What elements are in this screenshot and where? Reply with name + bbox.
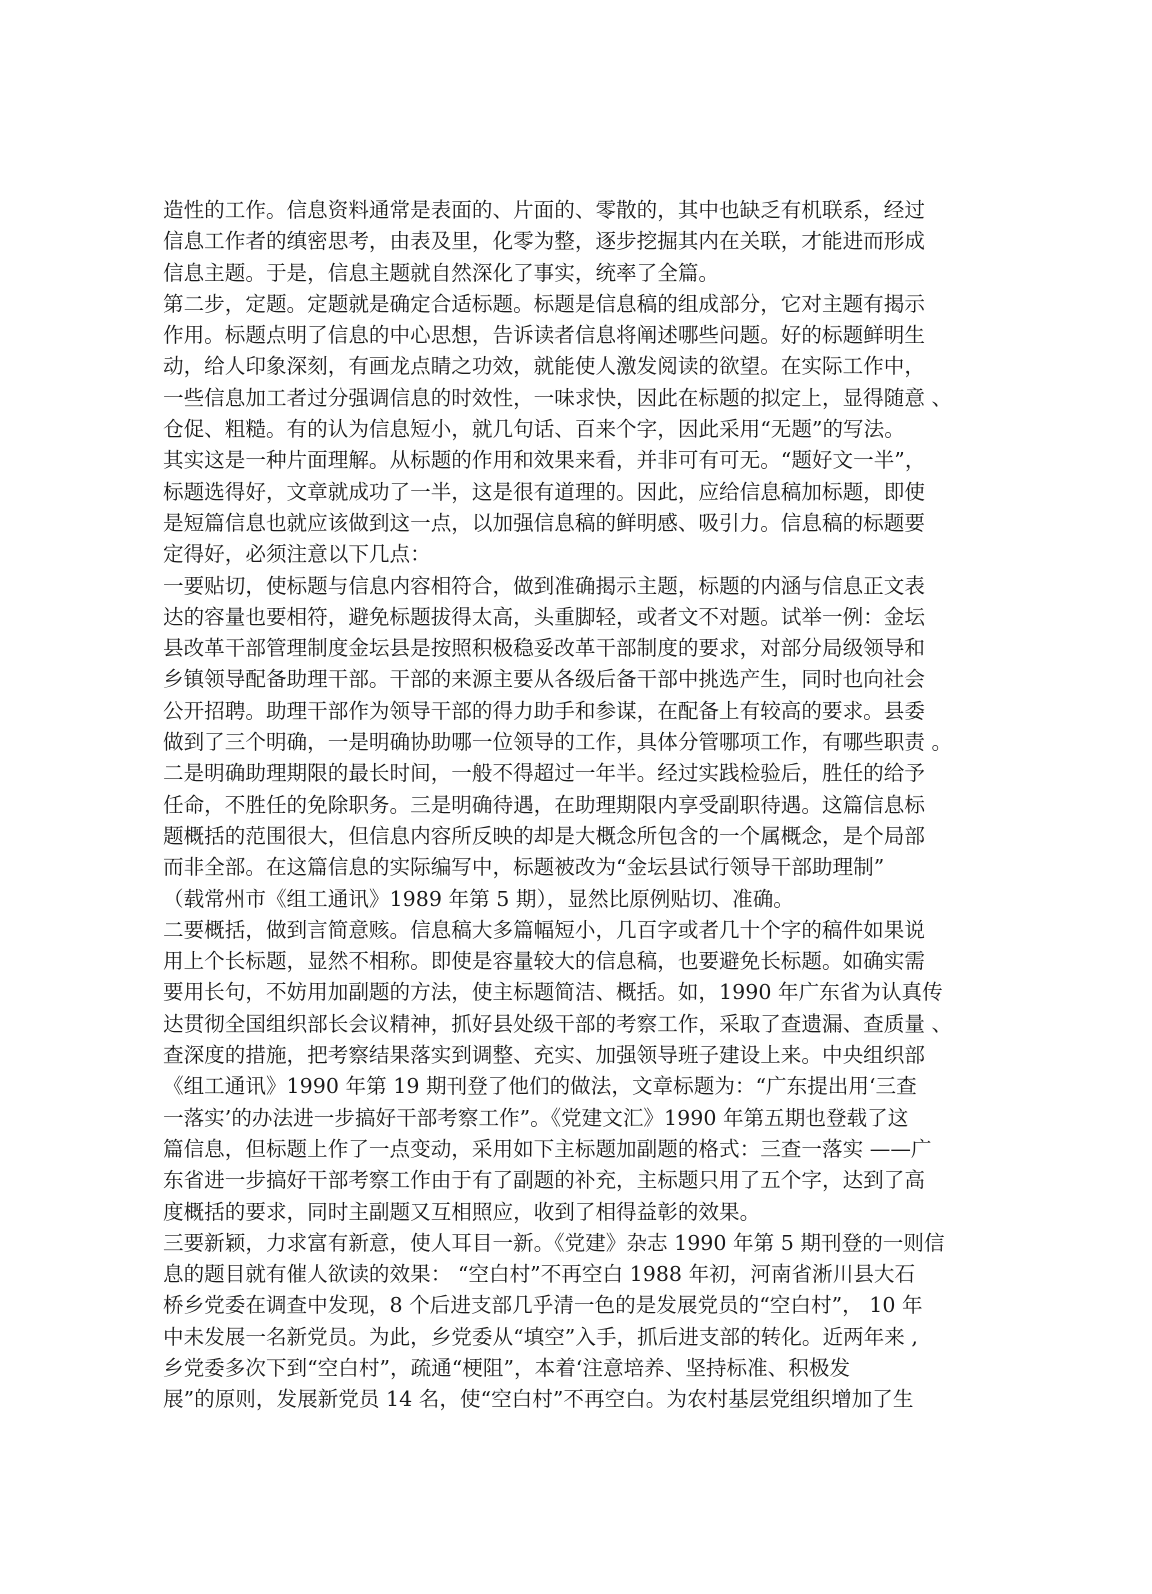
text-line: 是短篇信息也就应该做到这一点，以加强信息稿的鲜明感、吸引力。信息稿的标题要 (163, 510, 925, 535)
text-line: 查深度的措施，把考察结果落实到调整、充实、加强领导班子建设上来。中央组织部 (163, 1043, 925, 1068)
text-line: 度概括的要求，同时主副题又互相照应，收到了相得益彰的效果。 (163, 1199, 761, 1224)
text-line: 一要贴切，使标题与信息内容相符合，做到准确揭示主题，标题的内涵与信息正文表 (163, 573, 925, 598)
text-line: （载常州市《组工通讯》1989 年第 5 期），显然比原例贴切、准确。 (163, 886, 794, 911)
text-line: 做到了三个明确，一是明确协助哪一位领导的工作，具体分管哪项工作，有哪些职责 。 (163, 730, 953, 755)
text-line: 任命，不胜任的免除职务。三是明确待遇，在助理期限内享受副职待遇。这篇信息标 (163, 792, 925, 817)
text-line: 乡党委多次下到“空白村”，疏通“梗阻”，本着‘注意培养、坚持标准、积极发 (163, 1355, 851, 1380)
text-line: 达的容量也要相符，避免标题拔得太高，头重脚轻，或者文不对题。试举一例：金坛 (163, 604, 925, 629)
text-line: 乡镇领导配备助理干部。干部的来源主要从各级后备干部中挑选产生，同时也向社会 (163, 667, 925, 692)
body-text (163, 195, 983, 1416)
text-line: 标题选得好，文章就成功了一半，这是很有道理的。因此，应给信息稿加标题，即使 (163, 479, 925, 504)
text-line: 第二步，定题。定题就是确定合适标题。标题是信息稿的组成部分，它对主题有揭示 (163, 291, 925, 316)
text-line: 题概括的范围很大，但信息内容所反映的却是大概念所包含的一个属概念，是个局部 (163, 823, 925, 848)
text-line: 一落实’的办法进一步搞好干部考察工作”。《党建文汇》1990 年第五期也登载了这 (163, 1105, 909, 1130)
text-line: 公开招聘。助理干部作为领导干部的得力助手和参谋，在配备上有较高的要求。县委 (163, 698, 925, 723)
text-line: 而非全部。在这篇信息的实际编写中，标题被改为“金坛县试行领导干部助理制” (163, 855, 885, 880)
text-line: 其实这是一种片面理解。从标题的作用和效果来看，并非可有可无。“题好文一半”， (163, 448, 926, 473)
text-line: 二是明确助理期限的最长时间，一般不得超过一年半。经过实践检验后，胜任的给予 (163, 761, 925, 786)
text-line: 用上个长标题，显然不相称。即使是容量较大的信息稿，也要避免长标题。如确实需 (163, 949, 925, 974)
text-line: 一些信息加工者过分强调信息的时效性，一味求快，因此在标题的拟定上，显得随意 、 (163, 385, 953, 410)
text-line: 仓促、粗糙。有的认为信息短小，就几句话、百来个字，因此采用“无题”的写法。 (163, 417, 905, 442)
text-line: 动，给人印象深刻，有画龙点睛之功效，就能使人激发阅读的欲望。在实际工作中， (163, 354, 925, 379)
text-line: 要用长句，不妨用加副题的方法，使主标题简洁、概括。如，1990 年广东省为认真传 (163, 980, 943, 1005)
text-line: 《组工通讯》1990 年第 19 期刊登了他们的做法，文章标题为：“广东提出用‘三查 (163, 1074, 917, 1099)
text-line: 定得好，必须注意以下几点： (163, 542, 431, 567)
text-line: 二要概括，做到言简意赅。信息稿大多篇幅短小，几百字或者几十个字的稿件如果说 (163, 917, 925, 942)
text-line: 息的题目就有催人欲读的效果： “空白村”不再空白 1988 年初，河南省淅川县大石 (163, 1262, 916, 1287)
text-line: 东省进一步搞好干部考察工作由于有了副题的补充，主标题只用了五个字，达到了高 (163, 1168, 925, 1193)
text-line: 展”的原则，发展新党员 14 名，使“空白村”不再空白。为农村基层党组织增加了生 (163, 1387, 914, 1412)
text-line: 造性的工作。信息资料通常是表面的、片面的、零散的，其中也缺乏有机联系，经过 (163, 198, 925, 222)
text-line: 作用。标题点明了信息的中心思想，告诉读者信息将阐述哪些问题。好的标题鲜明生 (163, 323, 925, 348)
text-line: 信息主题。于是，信息主题就自然深化了事实，统率了全篇。 (163, 260, 720, 285)
text-line: 县改革干部管理制度金坛县是按照积极稳妥改革干部制度的要求，对部分局级领导和 (163, 636, 925, 661)
text-line: 桥乡党委在调查中发现，8 个后进支部几乎清一色的是发展党员的“空白村”， 10 年 (163, 1293, 923, 1318)
text-line: 篇信息，但标题上作了一点变动，采用如下主标题加副题的格式：三查一落实 ——广 (163, 1136, 932, 1161)
text-line: 三要新颖，力求富有新意，使人耳目一新。《党建》杂志 1990 年第 5 期刊登的一则信 (163, 1230, 945, 1255)
text-line: 中未发展一名新党员。为此，乡党委从“填空”入手，抓后进支部的转化。近两年来 , (163, 1324, 918, 1349)
text-line: 信息工作者的缜密思考，由表及里，化零为整，逐步挖掘其内在关联，才能进而形成 (163, 229, 925, 254)
text-line: 达贯彻全国组织部长会议精神，抓好县处级干部的考察工作，采取了查遗漏、查质量 、 (163, 1011, 953, 1036)
